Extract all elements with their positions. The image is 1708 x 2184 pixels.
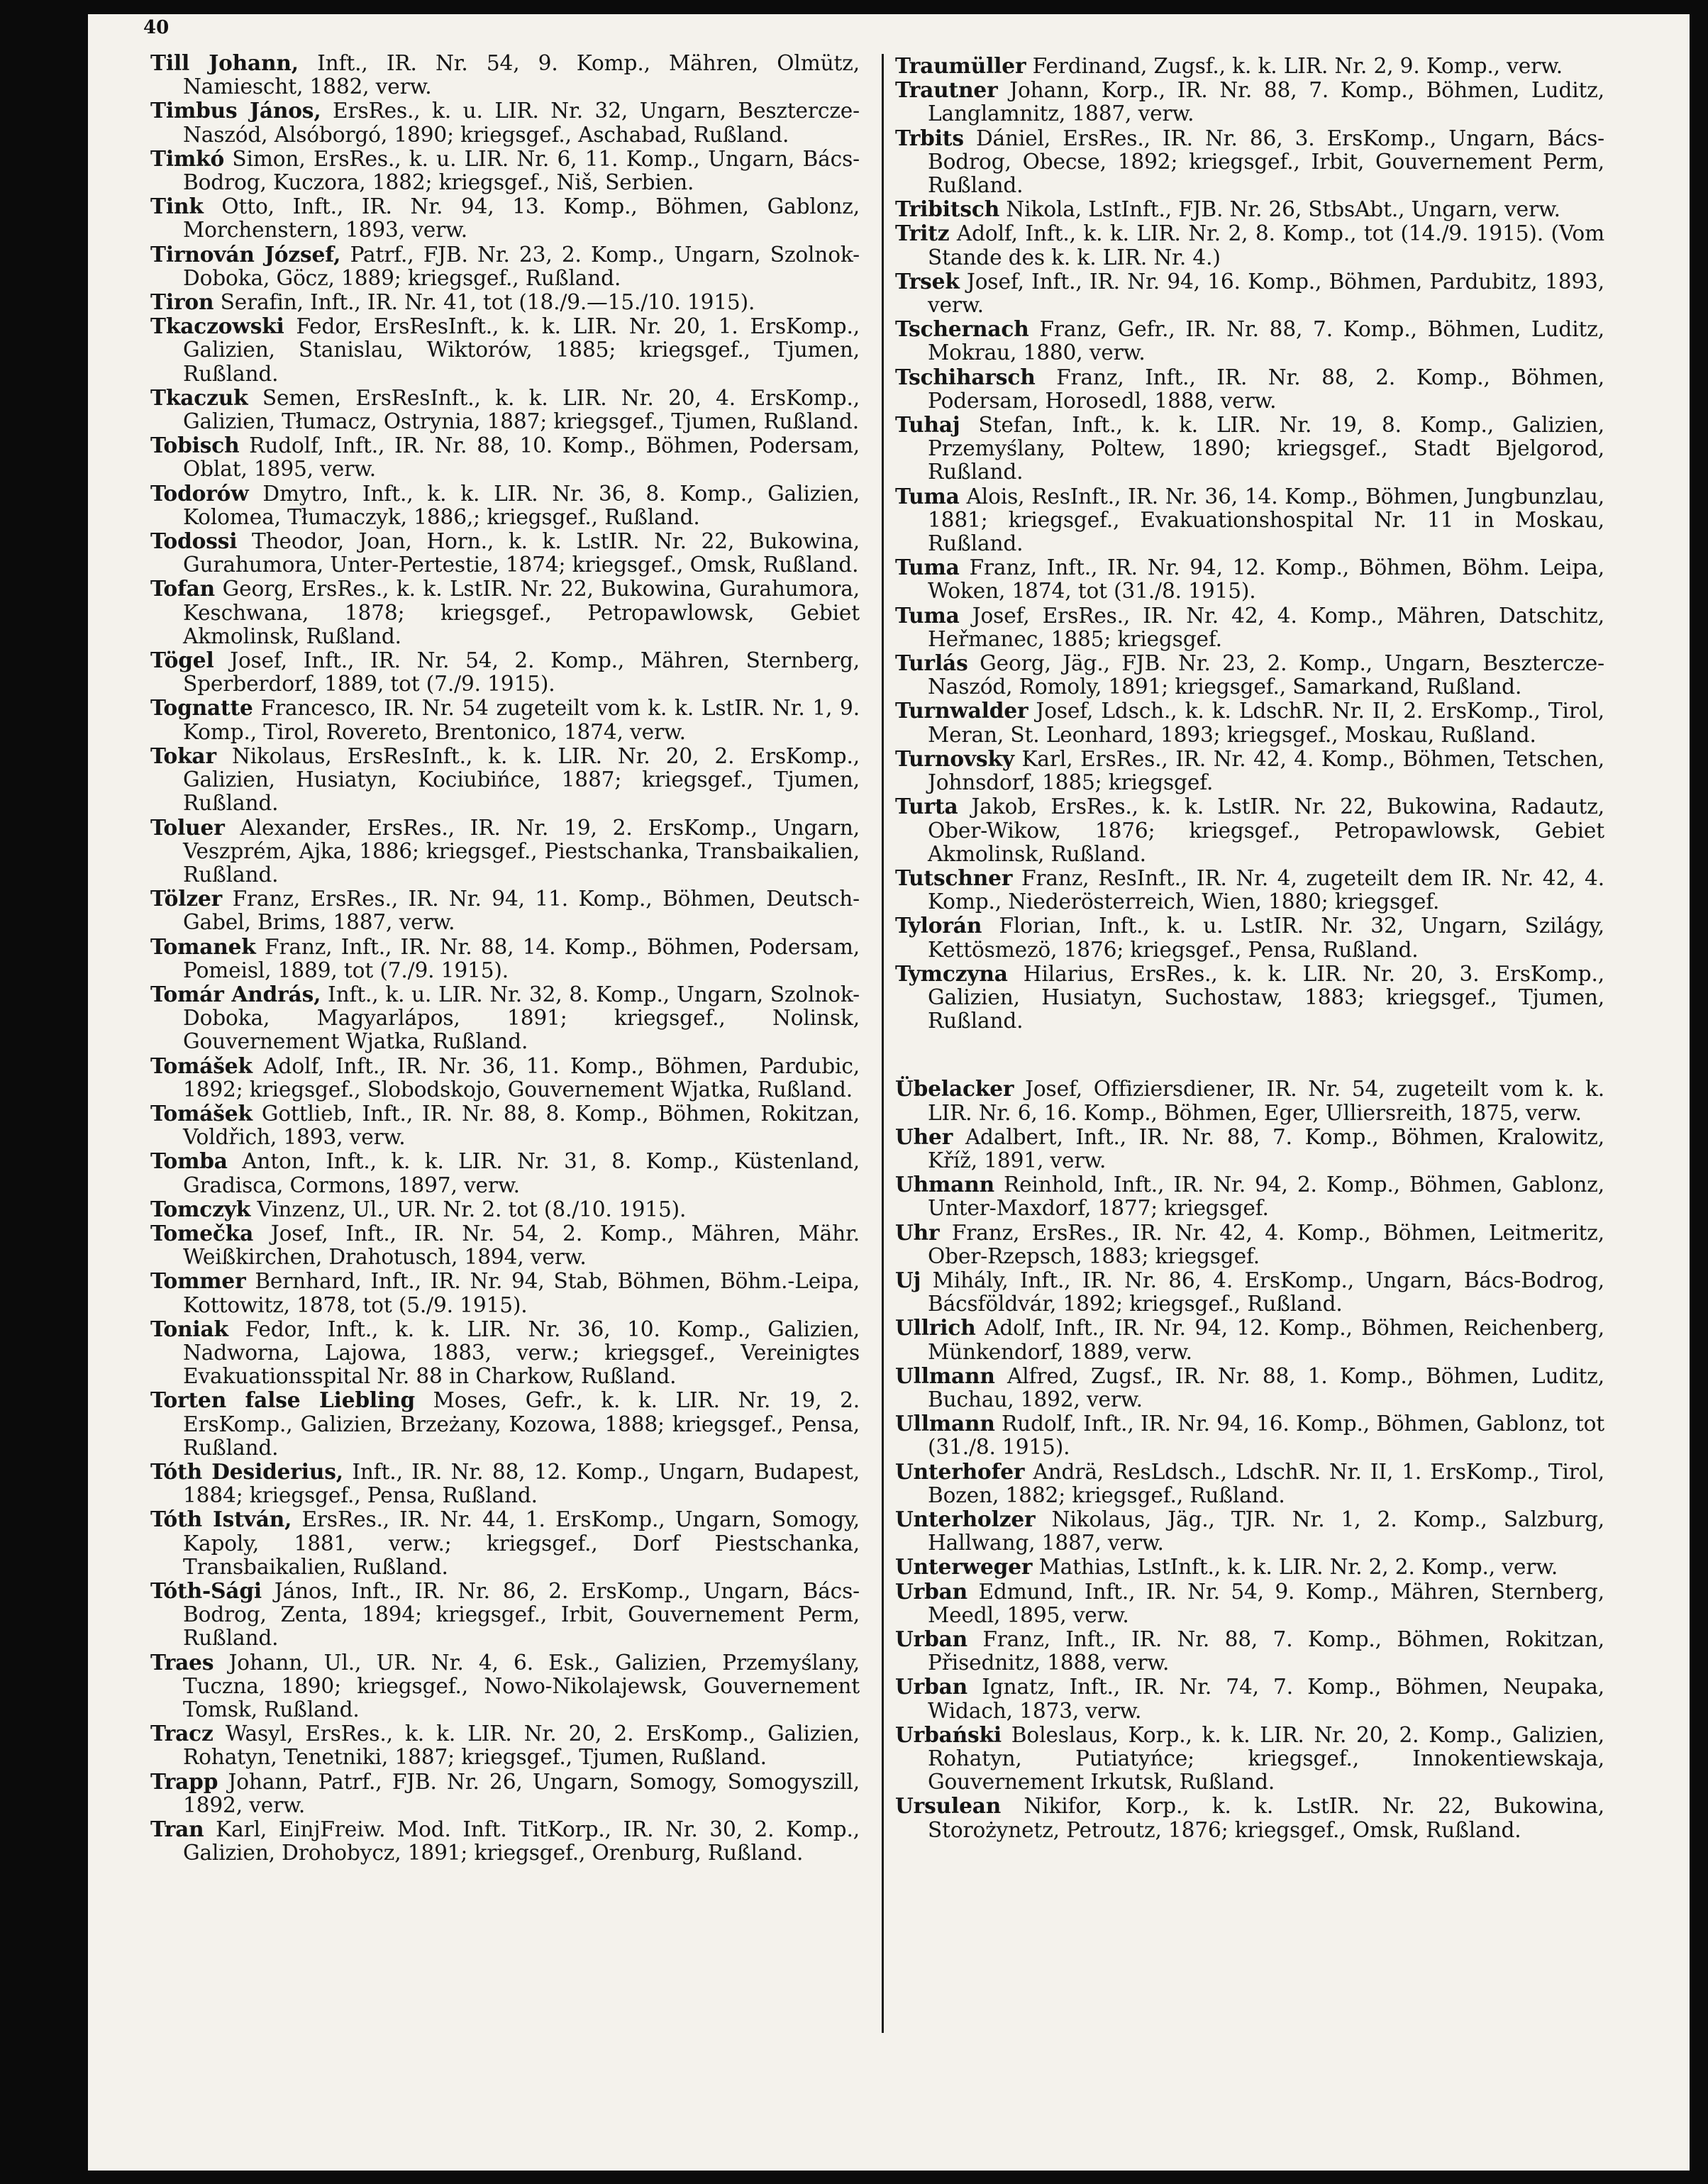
register-entry bbox=[150, 1507, 860, 1579]
entry-surname: Toniak bbox=[150, 1316, 228, 1341]
entry-details: Adolf, Inft., IR. Nr. 94, 12. Komp., Böhmen, Reichenberg, Münkendorf, 1889, verw. bbox=[928, 1316, 1604, 1364]
entry-surname: Turnovsky bbox=[895, 745, 1014, 771]
entry-surname: Turlás bbox=[895, 650, 968, 676]
register-entry bbox=[895, 962, 1604, 1033]
entry-details: Anton, Inft., k. k. LIR. Nr. 31, 8. Komp., Küstenland, Gradisca, Cormons, 1897, verw. bbox=[183, 1149, 860, 1197]
entry-details: Alfred, Zugsf., IR. Nr. 88, 1. Komp., Böhmen, Luditz, Buchau, 1892, verw. bbox=[928, 1363, 1604, 1412]
entry-details: Josef, Ldsch., k. k. LdschR. Nr. II, 2. ErsKomp., Tirol, Meran, St. Leonhard, 1893; kriegsgef., Moskau, Rußland. bbox=[928, 699, 1604, 747]
entry-surname: Traes bbox=[150, 1649, 214, 1675]
register-entry bbox=[150, 816, 860, 887]
entry-details: Bernhard, Inft., IR. Nr. 94, Stab, Böhmen, Böhm.-Leipa, Kottowitz, 1878, tot (5./9. 1915). bbox=[183, 1269, 860, 1317]
right-column bbox=[895, 54, 1604, 1842]
entry-surname: Turta bbox=[895, 794, 958, 819]
register-entry bbox=[150, 1149, 860, 1197]
entry-surname: Tschernach bbox=[895, 316, 1029, 342]
register-entry bbox=[895, 484, 1604, 556]
register-entry bbox=[150, 386, 860, 433]
entry-details: Nikifor, Korp., k. k. LstIR. Nr. 22, Bukowina, Storożynetz, Petroutz, 1876; kriegsgef., Omsk, Rußland. bbox=[928, 1794, 1604, 1842]
entry-details: Franz, ErsRes., IR. Nr. 42, 4. Komp., Böhmen, Leitmeritz, Ober-Rzepsch, 1883; kriegsgef. bbox=[928, 1220, 1604, 1268]
entry-details: Ferdinand, Zugsf., k. k. LIR. Nr. 2, 9. Komp., verw. bbox=[1026, 54, 1563, 78]
entry-surname: Tracz bbox=[150, 1721, 214, 1746]
register-entry bbox=[150, 1770, 860, 1817]
entry-surname: Tribitsch bbox=[895, 196, 1000, 222]
register-entry bbox=[150, 744, 860, 816]
entry-surname: Todorów bbox=[150, 480, 249, 506]
entry-surname: Tritz bbox=[895, 221, 950, 246]
entry-surname: Tuhaj bbox=[895, 412, 960, 438]
entry-details: Fedor, Inft., k. k. LIR. Nr. 36, 10. Komp., Galizien, Nadworna, Lajowa, 1883, verw.; kriegsgef., Vereinigtes Evakuationsspital Nr. 88 in Charkow, Rußland. bbox=[183, 1317, 860, 1389]
entry-surname: Tommer bbox=[150, 1268, 246, 1294]
entry-surname: Unterholzer bbox=[895, 1506, 1036, 1531]
column-divider bbox=[882, 54, 884, 2033]
register-entry bbox=[895, 604, 1604, 651]
register-entry bbox=[895, 1221, 1604, 1268]
register-entry bbox=[895, 1077, 1604, 1124]
register-entry bbox=[150, 314, 860, 386]
register-entry bbox=[150, 1102, 860, 1149]
entry-surname: Tobisch bbox=[150, 433, 240, 458]
entry-details: ErsRes., IR. Nr. 44, 1. ErsKomp., Ungarn, Somogy, Kapoly, 1881, verw.; kriegsgef., Dorf Piestschanka, Transbaikalien, Rußland. bbox=[183, 1507, 860, 1579]
entry-details: Franz, Inft., IR. Nr. 88, 7. Komp., Böhmen, Rokitzan, Přisednitz, 1888, verw. bbox=[928, 1627, 1604, 1675]
entry-details: Franz, ErsRes., IR. Nr. 94, 11. Komp., Böhmen, Deutsch-Gabel, Brims, 1887, verw. bbox=[183, 887, 860, 935]
entry-details: Johann, Ul., UR. Nr. 4, 6. Esk., Galizien, Przemyślany, Tuczna, 1890; kriegsgef., Nowo-Nikolajewsk, Gouvernement Tomsk, Rußland. bbox=[183, 1650, 860, 1722]
entry-surname: Turnwalder bbox=[895, 698, 1028, 724]
register-entry bbox=[150, 887, 860, 934]
entry-details: Franz, Gefr., IR. Nr. 88, 7. Komp., Böhmen, Luditz, Mokrau, 1880, verw. bbox=[928, 317, 1604, 365]
register-entry bbox=[895, 317, 1604, 365]
entry-surname: Ullmann bbox=[895, 1411, 995, 1436]
entry-surname: Tkaczowski bbox=[150, 314, 284, 339]
entry-details: Dmytro, Inft., k. k. LIR. Nr. 36, 8. Komp., Galizien, Kolomea, Tłumaczyk, 1886,; kriegsgef., Rußland. bbox=[183, 481, 860, 529]
entry-details: Josef, Offiziersdiener, IR. Nr. 54, zugeteilt vom k. k. LIR. Nr. 6, 16. Komp., Böhmen, Eger, Ulliersreith, 1875, verw. bbox=[928, 1077, 1604, 1125]
entry-surname: Tuma bbox=[895, 555, 960, 580]
register-entry bbox=[895, 1555, 1604, 1579]
entry-details: Georg, Jäg., FJB. Nr. 23, 2. Komp., Ungarn, Besztercze-Naszód, Romoly, 1891; kriegsgef., Samarkand, Rußland. bbox=[928, 651, 1604, 699]
entry-surname: Unterhofer bbox=[895, 1458, 1025, 1484]
entry-details: Simon, ErsRes., k. u. LIR. Nr. 6, 11. Komp., Ungarn, Bács-Bodrog, Kuczora, 1882; kriegsgef., Niš, Serbien. bbox=[183, 146, 860, 195]
entry-surname: Timbus János, bbox=[150, 98, 321, 123]
entry-details: Josef, Inft., IR. Nr. 54, 2. Komp., Mähren, Sternberg, Sperberdorf, 1889, tot (7./9. 1915). bbox=[183, 648, 860, 697]
entry-surname: Urban bbox=[895, 1674, 968, 1700]
register-entry bbox=[150, 99, 860, 146]
register-entry bbox=[895, 1173, 1604, 1220]
register-entry bbox=[895, 914, 1604, 961]
entry-details: Gottlieb, Inft., IR. Nr. 88, 8. Komp., Böhmen, Rokitzan, Voldřich, 1893, verw. bbox=[183, 1101, 860, 1150]
entry-details: Jakob, ErsRes., k. k. LstIR. Nr. 22, Bukowina, Radautz, Ober-Wikow, 1876; kriegsgef., Petropawlowsk, Gebiet Akmolinsk, Rußland. bbox=[928, 794, 1604, 866]
register-entry bbox=[895, 1460, 1604, 1507]
entry-details: Stefan, Inft., k. k. LIR. Nr. 19, 8. Komp., Galizien, Przemyślany, Poltew, 1890; kriegsgef., Stadt Bjelgorod, Rußland. bbox=[928, 413, 1604, 484]
register-entry bbox=[150, 1579, 860, 1651]
register-entry bbox=[895, 54, 1604, 78]
register-entry bbox=[895, 1580, 1604, 1627]
entry-surname: Tirnován József, bbox=[150, 241, 341, 267]
entry-surname: Tóth Desiderius, bbox=[150, 1458, 343, 1484]
entry-details: Nikolaus, ErsResInft., k. k. LIR. Nr. 20, 2. ErsKomp., Galizien, Husiatyn, Kociubińce, 1887; kriegsgef., Tjumen, Rußland. bbox=[183, 743, 860, 816]
entry-details: Mihály, Inft., IR. Nr. 86, 4. ErsKomp., Ungarn, Bács-Bodrog, Bácsföldvár, 1892; kriegsgef., Rußland. bbox=[921, 1268, 1604, 1317]
register-entry bbox=[150, 982, 860, 1054]
entry-surname: Timkó bbox=[150, 145, 225, 171]
entry-surname: Tögel bbox=[150, 648, 214, 673]
register-entry bbox=[895, 866, 1604, 914]
entry-details: Johann, Patrf., FJB. Nr. 26, Ungarn, Somogy, Somogyszill, 1892, verw. bbox=[183, 1769, 860, 1817]
register-entry bbox=[150, 147, 860, 194]
section-gap bbox=[895, 1033, 1604, 1077]
entry-details: Hilarius, ErsRes., k. k. LIR. Nr. 20, 3. ErsKomp., Galizien, Husiatyn, Suchostaw, 1883; kriegsgef., Tjumen, Rußland. bbox=[928, 961, 1604, 1033]
entry-details: Edmund, Inft., IR. Nr. 54, 9. Komp., Mähren, Sternberg, Meedl, 1895, verw. bbox=[928, 1579, 1604, 1627]
entry-surname: Ursulean bbox=[895, 1793, 1002, 1819]
register-entry bbox=[895, 1675, 1604, 1722]
entry-details: Karl, EinjFreiw. Mod. Inft. TitKorp., IR. Nr. 30, 2. Komp., Galizien, Drohobycz, 1891; kriegsgef., Orenburg, Rußland. bbox=[183, 1817, 860, 1866]
entry-surname: Tomečka bbox=[150, 1220, 254, 1246]
register-entry bbox=[150, 1054, 860, 1102]
entry-details: Inft., k. u. LIR. Nr. 32, 8. Komp., Ungarn, Szolnok-Doboka, Magyarlápos, 1891; kriegsgef., Nolinsk, Gouvernement Wjatka, Rußland. bbox=[183, 982, 860, 1054]
register-entry bbox=[895, 221, 1604, 269]
register-entry bbox=[150, 51, 860, 99]
register-entry bbox=[150, 290, 860, 314]
entry-surname: Tschiharsch bbox=[895, 364, 1036, 389]
entry-details: Theodor, Joan, Horn., k. k. LstIR. Nr. 22, Bukowina, Gurahumora, Unter-Pertestie, 1874; kriegsgef., Omsk, Rußland. bbox=[183, 529, 860, 577]
register-entry bbox=[150, 1651, 860, 1722]
register-entry bbox=[150, 935, 860, 982]
entry-surname: Uj bbox=[895, 1267, 921, 1292]
entry-details: János, Inft., IR. Nr. 86, 2. ErsKomp., Ungarn, Bács-Bodrog, Zenta, 1894; kriegsgef., Irbit, Gouvernement Perm, Rußland. bbox=[183, 1579, 860, 1651]
entry-surname: Ullmann bbox=[895, 1363, 995, 1388]
entry-details: Nikola, LstInft., FJB. Nr. 26, StbsAbt., Ungarn, verw. bbox=[999, 197, 1560, 222]
entry-surname: Tink bbox=[150, 194, 204, 219]
entry-details: Semen, ErsResInft., k. k. LIR. Nr. 20, 4. ErsKomp., Galizien, Tłumacz, Ostrynia, 1887; kriegsgef., Tjumen, Rußland. bbox=[183, 385, 860, 434]
entry-details: Alois, ResInft., IR. Nr. 36, 14. Komp., Böhmen, Jungbunzlau, 1881; kriegsgef., Evakuationshospital Nr. 11 in Moskau, Rußland. bbox=[928, 484, 1604, 556]
entry-surname: Ullrich bbox=[895, 1315, 976, 1341]
entry-surname: Uhmann bbox=[895, 1172, 994, 1197]
entry-details: Franz, Inft., IR. Nr. 94, 12. Komp., Böhmen, Böhm. Leipa, Woken, 1874, tot (31./8. 1915). bbox=[928, 555, 1604, 604]
register-entry bbox=[895, 270, 1604, 317]
entry-details: Mathias, LstInft., k. k. LIR. Nr. 2, 2. Komp., verw. bbox=[1032, 1555, 1558, 1580]
register-entry bbox=[895, 197, 1604, 221]
register-entry bbox=[150, 529, 860, 577]
register-entry bbox=[895, 747, 1604, 794]
entry-details: Reinhold, Inft., IR. Nr. 94, 2. Komp., Böhmen, Gablonz, Unter-Maxdorf, 1877; kriegsgef. bbox=[928, 1173, 1604, 1221]
entry-details: Adolf, Inft., k. k. LIR. Nr. 2, 8. Komp., tot (14./9. 1915). (Vom Stande des k. k. LIR. Nr. 4.) bbox=[928, 221, 1604, 270]
register-entry bbox=[895, 1794, 1604, 1841]
left-column bbox=[150, 51, 860, 1865]
entry-surname: Todossi bbox=[150, 528, 238, 554]
entry-surname: Tofan bbox=[150, 576, 216, 602]
entry-surname: Tymczyna bbox=[895, 960, 1008, 986]
entry-surname: Tóth István, bbox=[150, 1507, 292, 1532]
entry-surname: Tomanek bbox=[150, 933, 256, 959]
register-entry bbox=[150, 194, 860, 242]
entry-details: Francesco, IR. Nr. 54 zugeteilt vom k. k. LstIR. Nr. 1, 9. Komp., Tirol, Rovereto, Brentonico, 1874, verw. bbox=[183, 696, 860, 744]
register-entry bbox=[895, 413, 1604, 484]
entry-surname: Tomár András, bbox=[150, 981, 321, 1007]
register-entry bbox=[150, 1817, 860, 1865]
entry-surname: Toluer bbox=[150, 814, 225, 840]
register-entry bbox=[150, 1197, 860, 1221]
entry-details: Franz, ResInft., IR. Nr. 4, zugeteilt dem IR. Nr. 42, 4. Komp., Niederösterreich, Wien, 1880; kriegsgef. bbox=[928, 865, 1604, 914]
page-number: 40 bbox=[143, 17, 170, 38]
entry-details: Rudolf, Inft., IR. Nr. 88, 10. Komp., Böhmen, Podersam, Oblat, 1895, verw. bbox=[183, 433, 860, 482]
entry-surname: Urbański bbox=[895, 1722, 1002, 1747]
entry-details: Josef, Inft., IR. Nr. 54, 2. Komp., Mähren, Mähr. Weißkirchen, Drahotusch, 1894, verw. bbox=[183, 1221, 860, 1270]
entry-details: Rudolf, Inft., IR. Nr. 94, 16. Komp., Böhmen, Gablonz, tot (31./8. 1915). bbox=[928, 1412, 1604, 1460]
register-entry bbox=[895, 1507, 1604, 1555]
register-entry bbox=[895, 1627, 1604, 1675]
register-entry bbox=[895, 1412, 1604, 1459]
entry-surname: Torten false Liebling bbox=[150, 1387, 416, 1413]
register-entry bbox=[150, 1388, 860, 1460]
entry-details: Vinzenz, Ul., UR. Nr. 2. tot (8./10. 1915). bbox=[250, 1197, 687, 1221]
register-entry bbox=[895, 1364, 1604, 1412]
register-entry bbox=[150, 243, 860, 290]
register-entry bbox=[150, 696, 860, 743]
entry-details: ErsRes., k. u. LIR. Nr. 32, Ungarn, Besztercze-Naszód, Alsóborgó, 1890; kriegsgef., Aschabad, Rußland. bbox=[183, 99, 860, 147]
entry-surname: Tomášek bbox=[150, 1100, 253, 1126]
register-entry bbox=[150, 648, 860, 696]
entry-details: Otto, Inft., IR. Nr. 94, 13. Komp., Böhmen, Gablonz, Morchenstern, 1893, verw. bbox=[183, 194, 860, 243]
entry-surname: Tiron bbox=[150, 289, 214, 315]
entry-details: Ignatz, Inft., IR. Nr. 74, 7. Komp., Böhmen, Neupaka, Widach, 1873, verw. bbox=[928, 1675, 1604, 1723]
entry-details: Andrä, ResLdsch., LdschR. Nr. II, 1. ErsKomp., Tirol, Bozen, 1882; kriegsgef., Rußland. bbox=[928, 1459, 1604, 1507]
entry-details: Adalbert, Inft., IR. Nr. 88, 7. Komp., Böhmen, Kralowitz, Kříž, 1891, verw. bbox=[928, 1124, 1604, 1173]
entry-surname: Tylorán bbox=[895, 913, 982, 938]
entry-surname: Tutschner bbox=[895, 865, 1013, 890]
entry-surname: Trapp bbox=[150, 1768, 218, 1794]
entry-details: Moses, Gefr., k. k. LIR. Nr. 19, 2. ErsKomp., Galizien, Brzeżany, Kozowa, 1888; kriegsgef., Pensa, Rußland. bbox=[183, 1388, 860, 1460]
register-entry bbox=[895, 365, 1604, 413]
entry-surname: Tokar bbox=[150, 743, 216, 768]
entry-details: Patrf., FJB. Nr. 23, 2. Komp., Ungarn, Szolnok-Doboka, Göcz, 1889; kriegsgef., Rußland. bbox=[183, 242, 860, 290]
entry-surname: Tomba bbox=[150, 1148, 228, 1174]
entry-details: Josef, ErsRes., IR. Nr. 42, 4. Komp., Mähren, Datschitz, Heřmanec, 1885; kriegsgef. bbox=[928, 603, 1604, 651]
register-entry bbox=[895, 699, 1604, 746]
entry-surname: Tkaczuk bbox=[150, 384, 248, 410]
entry-surname: Urban bbox=[895, 1626, 968, 1651]
entry-surname: Tognatte bbox=[150, 695, 253, 721]
entry-details: Johann, Korp., IR. Nr. 88, 7. Komp., Böhmen, Luditz, Langlamnitz, 1887, verw. bbox=[928, 78, 1604, 126]
entry-surname: Tomczyk bbox=[150, 1196, 251, 1221]
entry-details: Franz, Inft., IR. Nr. 88, 2. Komp., Böhmen, Podersam, Horosedl, 1888, verw. bbox=[928, 365, 1604, 413]
entry-details: Inft., IR. Nr. 88, 12. Komp., Ungarn, Budapest, 1884; kriegsgef., Pensa, Rußland. bbox=[183, 1459, 860, 1508]
document-page bbox=[88, 14, 1690, 2171]
entry-surname: Till Johann, bbox=[150, 50, 299, 75]
register-entry bbox=[895, 1268, 1604, 1316]
register-entry bbox=[150, 1460, 860, 1507]
entry-surname: Tuma bbox=[895, 602, 960, 628]
entry-surname: Urban bbox=[895, 1578, 968, 1604]
register-entry bbox=[150, 577, 860, 648]
entry-details: Wasyl, ErsRes., k. k. LIR. Nr. 20, 2. ErsKomp., Galizien, Rohatyn, Tenetniki, 1887; kriegsgef., Tjumen, Rußland. bbox=[183, 1722, 860, 1770]
entry-surname: Tölzer bbox=[150, 886, 223, 911]
entry-surname: Trsek bbox=[895, 268, 960, 294]
register-entry bbox=[150, 1221, 860, 1269]
entry-surname: Uher bbox=[895, 1124, 953, 1149]
register-entry bbox=[895, 1723, 1604, 1795]
entry-details: Serafin, Inft., IR. Nr. 41, tot (18./9.—15./10. 1915). bbox=[214, 290, 755, 315]
entry-surname: Tran bbox=[150, 1817, 204, 1842]
register-entry bbox=[150, 1722, 860, 1769]
register-entry bbox=[150, 433, 860, 481]
entry-details: Fedor, ErsResInft., k. k. LIR. Nr. 20, 1. ErsKomp., Galizien, Stanislau, Wiktorów, 1885; kriegsgef., Tjumen, Rußland. bbox=[183, 314, 860, 386]
register-entry bbox=[150, 482, 860, 529]
register-entry bbox=[895, 78, 1604, 126]
register-entry bbox=[895, 651, 1604, 699]
entry-surname: Übelacker bbox=[895, 1076, 1014, 1102]
entry-details: Karl, ErsRes., IR. Nr. 42, 4. Komp., Böhmen, Tetschen, Johnsdorf, 1885; kriegsgef. bbox=[928, 746, 1604, 795]
entry-surname: Unterweger bbox=[895, 1554, 1033, 1580]
register-entry bbox=[895, 1316, 1604, 1363]
register-entry bbox=[895, 1125, 1604, 1173]
entry-surname: Tomášek bbox=[150, 1053, 253, 1078]
register-entry bbox=[150, 1269, 860, 1317]
entry-surname: Uhr bbox=[895, 1219, 940, 1245]
entry-details: Georg, ErsRes., k. k. LstIR. Nr. 22, Bukowina, Gurahumora, Keschwana, 1878; kriegsgef., Petropawlowsk, Gebiet Akmolinsk, Rußland. bbox=[183, 577, 860, 648]
entry-details: Nikolaus, Jäg., TJR. Nr. 1, 2. Komp., Salzburg, Hallwang, 1887, verw. bbox=[928, 1507, 1604, 1556]
entry-details: Inft., IR. Nr. 54, 9. Komp., Mähren, Olmütz, Namiescht, 1882, verw. bbox=[183, 51, 860, 99]
register-entry bbox=[150, 1317, 860, 1389]
entry-surname: Tóth-Sági bbox=[150, 1578, 262, 1603]
register-entry bbox=[895, 555, 1604, 603]
entry-details: Dániel, ErsRes., IR. Nr. 86, 3. ErsKomp., Ungarn, Bács-Bodrog, Obecse, 1892; kriegsgef., Irbit, Gouvernement Perm, Rußland. bbox=[928, 126, 1604, 198]
entry-surname: Trautner bbox=[895, 77, 998, 103]
entry-details: Josef, Inft., IR. Nr. 94, 16. Komp., Böhmen, Pardubitz, 1893, verw. bbox=[928, 269, 1604, 318]
register-entry bbox=[895, 794, 1604, 866]
entry-details: Boleslaus, Korp., k. k. LIR. Nr. 20, 2. Komp., Galizien, Rohatyn, Putiatyńce; kriegsgef., Innokentiewskaja, Gouvernement Irkutsk, Rußland. bbox=[928, 1722, 1604, 1795]
entry-details: Florian, Inft., k. u. LstIR. Nr. 32, Ungarn, Szilágy, Kettösmezö, 1876; kriegsgef., Pensa, Rußland. bbox=[928, 914, 1604, 962]
register-entry bbox=[895, 126, 1604, 198]
entry-details: Franz, Inft., IR. Nr. 88, 14. Komp., Böhmen, Podersam, Pomeisl, 1889, tot (7./9. 1915). bbox=[183, 934, 860, 982]
entry-surname: Traumüller bbox=[895, 53, 1026, 78]
entry-details: Alexander, ErsRes., IR. Nr. 19, 2. ErsKomp., Ungarn, Veszprém, Ajka, 1886; kriegsgef., Piestschanka, Transbaikalien, Rußland. bbox=[183, 815, 860, 887]
entry-surname: Trbits bbox=[895, 125, 964, 150]
entry-details: Adolf, Inft., IR. Nr. 36, 11. Komp., Böhmen, Pardubic, 1892; kriegsgef., Slobodskojo, Gouvernement Wjatka, Rußland. bbox=[183, 1053, 860, 1102]
entry-surname: Tuma bbox=[895, 483, 960, 509]
